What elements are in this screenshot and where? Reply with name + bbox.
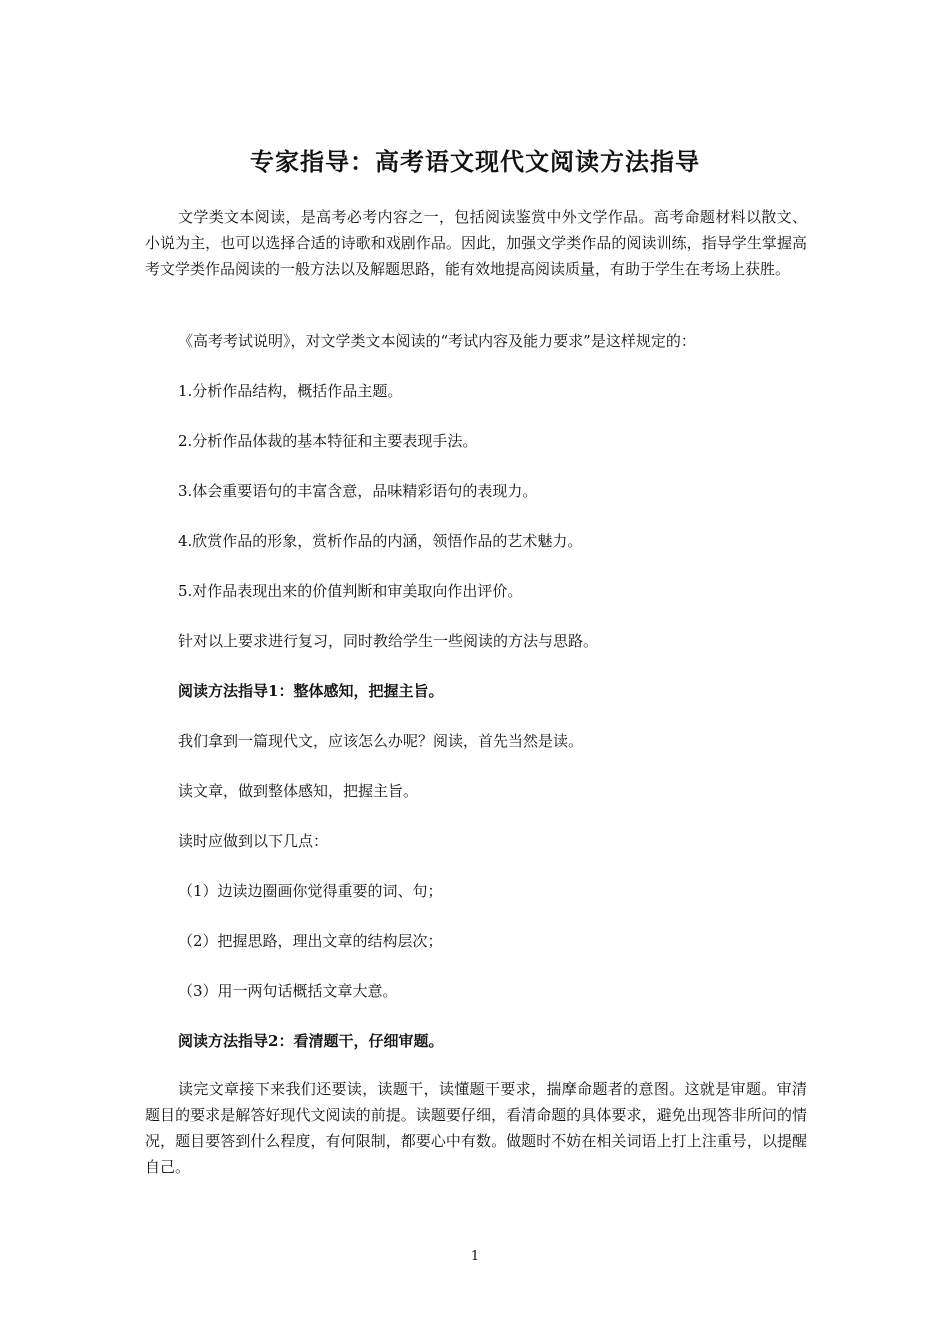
section-heading-1: 阅读方法指导1：整体感知，把握主旨。 (178, 682, 444, 700)
section1-line: 读文章，做到整体感知，把握主旨。 (178, 782, 419, 800)
page-number: 1 (470, 1249, 480, 1264)
requirement-item: 4.欣赏作品的形象，赏析作品的内涵，领悟作品的艺术魅力。 (178, 532, 583, 550)
section1-list-item: （1）边读边圈画你觉得重要的词、句； (178, 882, 443, 900)
exam-note: 《高考考试说明》，对文学类文本阅读的“考试内容及能力要求”是这样规定的： (178, 332, 696, 350)
requirement-item: 5.对作品表现出来的价值判断和审美取向作出评价。 (178, 582, 523, 600)
section2-paragraph: 读完文章接下来我们还要读，读题干，读懂题干要求，揣摩命题者的意图。这就是审题。审清题目的要求是解答好现代文阅读的前提。读题要仔细，看清命题的具体要求，避免出现答非所问的情况，题目要答到什么程度，有何限制，都要心中有数。做题时不妨在相关词语上打上注重号，以提醒自己。 (145, 1080, 807, 1176)
review-note: 针对以上要求进行复习，同时教给学生一些阅读的方法与思路。 (178, 632, 599, 650)
section-heading-2: 阅读方法指导2：看清题干，仔细审题。 (178, 1032, 444, 1050)
section1-line: 我们拿到一篇现代文，应该怎么办呢？阅读，首先当然是读。 (178, 732, 584, 750)
section1-list-item: （2）把握思路，理出文章的结构层次； (178, 932, 443, 950)
section1-line: 读时应做到以下几点： (178, 832, 329, 850)
requirement-item: 1.分析作品结构，概括作品主题。 (178, 382, 403, 400)
section1-list-item: （3）用一两句话概括文章大意。 (178, 982, 398, 1000)
requirement-item: 2.分析作品体裁的基本特征和主要表现手法。 (178, 432, 478, 450)
intro-paragraph: 文学类文本阅读，是高考必考内容之一，包括阅读鉴赏中外文学作品。高考命题材料以散文、小说为主，也可以选择合适的诗歌和戏剧作品。因此，加强文学类作品的阅读训练，指导学生掌握高考文学类作品阅读的一般方法以及解题思路，能有效地提高阅读质量，有助于学生在考场上获胜。 (145, 208, 807, 278)
requirement-item: 3.体会重要语句的丰富含意，品味精彩语句的表现力。 (178, 482, 538, 500)
page-title: 专家指导：高考语文现代文阅读方法指导 (250, 148, 700, 176)
